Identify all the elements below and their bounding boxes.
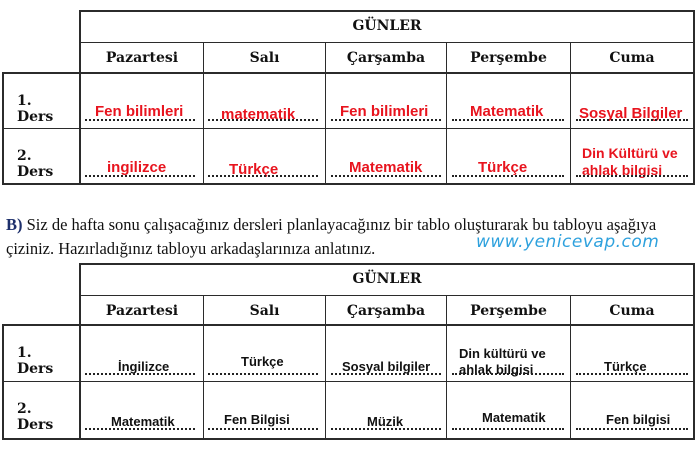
day-monday: Pazartesi: [105, 303, 179, 319]
answer-cell: Müzik: [367, 414, 404, 429]
section-text: Siz de hafta sonu çalışacağınız dersleri planlayacağınız bir tablo oluşturarak bu tabloyu aşağıya çiziniz. Hazırladığınız tabloyu arkadaşlarınıza anlatınız.: [6, 215, 657, 258]
answer-cell: Fen Bilgisi: [224, 412, 290, 427]
answer-cell: Türkçe: [241, 354, 284, 369]
answer-cell: Sosyal Bilgiler: [579, 105, 683, 122]
answer-cell: Matematik: [470, 103, 544, 120]
answer-cell: ingilizce: [107, 159, 167, 176]
row-label-lesson-1: 1. Ders: [17, 93, 54, 125]
answer-cell: Türkçe: [478, 159, 528, 176]
section-label: B): [6, 215, 23, 234]
day-wednesday: Çarşamba: [346, 303, 426, 319]
row-label-lesson-2: 2. Ders: [17, 148, 54, 180]
day-friday: Cuma: [609, 50, 655, 66]
answer-cell: matematik: [221, 106, 296, 123]
days-header: GÜNLER: [352, 271, 422, 287]
day-friday: Cuma: [609, 303, 655, 319]
answer-cell: Matematik: [349, 159, 423, 176]
row-label-lesson-2: 2. Ders: [17, 401, 54, 433]
day-tuesday: Salı: [249, 50, 280, 66]
day-wednesday: Çarşamba: [346, 50, 426, 66]
answer-cell: Matematik: [482, 410, 546, 425]
watermark: www.yenicevap.com: [476, 232, 660, 252]
answer-cell: Matematik: [111, 414, 175, 429]
answer-cell: Fen bilgisi: [606, 412, 671, 427]
day-thursday: Perşembe: [470, 303, 547, 319]
answer-cell: Din kültürü ve ahlak bilgisi: [459, 346, 546, 377]
answer-cell: Fen bilimleri: [340, 103, 429, 120]
row-label-lesson-1: 1. Ders: [17, 345, 54, 377]
answer-cell: Türkçe: [604, 359, 647, 374]
answer-cell: Sosyal bilgiler: [342, 359, 431, 374]
answer-cell: Fen bilimleri: [95, 103, 184, 120]
day-thursday: Perşembe: [470, 50, 547, 66]
days-header: GÜNLER: [352, 18, 422, 34]
answer-cell: İngilizce: [118, 359, 170, 374]
answer-cell: Türkçe: [229, 161, 279, 178]
day-tuesday: Salı: [249, 303, 280, 319]
day-monday: Pazartesi: [105, 50, 179, 66]
answer-cell: Din Kültürü ve ahlak bilgisi: [582, 145, 678, 178]
